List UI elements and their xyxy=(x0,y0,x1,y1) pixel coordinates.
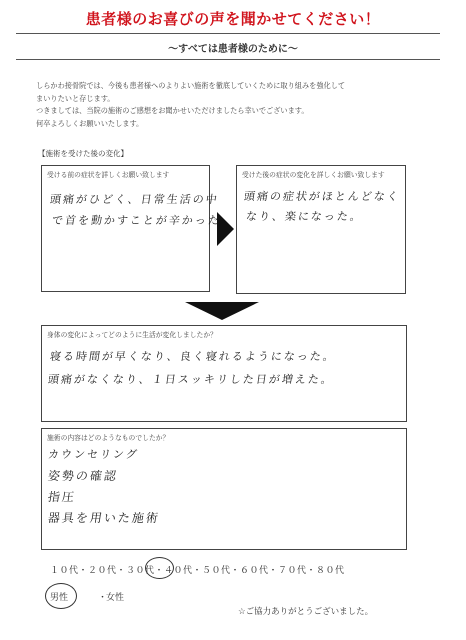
handwritten-answer: で首を動かすことが辛かった。 xyxy=(51,214,235,227)
handwritten-answer: 寝る時間が早くなり、良く寝れるようになった。 xyxy=(49,350,337,363)
age-options: １０代・２０代・３０代・４０代・５０代・６０代・７０代・８０代 xyxy=(50,566,345,576)
before-symptoms-label: 受ける前の症状を詳しくお願い致します xyxy=(47,171,170,179)
handwritten-answer: 姿勢の確認 xyxy=(46,469,119,483)
before-symptoms-box xyxy=(41,165,235,292)
after-symptoms-box xyxy=(236,165,406,294)
gender-selection-circle xyxy=(45,583,77,609)
thanks-message: ☆ご協力ありがとうございました。 xyxy=(238,607,374,617)
intro-line: しらかわ接骨院では、今後も患者様へのよりよい施術を徹底していくために取り組みを強化して xyxy=(36,81,346,90)
life-change-box xyxy=(41,325,407,422)
handwritten-answer: 器具を用いた施術 xyxy=(46,511,161,525)
handwritten-answer: なり、楽になった。 xyxy=(245,210,364,223)
handwritten-answer: 頭痛がひどく、日常生活の中 xyxy=(49,193,220,206)
page-subtitle: ～すべては患者様のために～ xyxy=(168,44,298,55)
arrow-down-icon xyxy=(185,302,259,320)
gender-separator: ・ xyxy=(98,593,108,603)
intro-line: つきましては、当院の施術のご感想をお聞かせいただけましたら幸いでございます。 xyxy=(36,106,309,115)
treatment-content-label: 施術の内容はどのようなものでしたか？ xyxy=(47,434,170,442)
title-divider xyxy=(16,33,440,34)
intro-line: まいりたいと存じます。 xyxy=(36,93,115,103)
handwritten-answer: 頭痛がなくなり、１日スッキリした日が増えた。 xyxy=(47,373,335,386)
treatment-content-box xyxy=(41,428,407,550)
gender-female: 女性 xyxy=(106,593,125,603)
gender-male: 男性 xyxy=(50,593,69,603)
intro-text xyxy=(36,80,436,130)
page-title: 患者様のお喜びの声を聞かせてください！ xyxy=(85,10,381,28)
age-selection-circle xyxy=(145,557,174,579)
after-symptoms-label: 受けた後の症状の変化を詳しくお願い致します xyxy=(242,171,385,179)
handwritten-answer: 頭痛の症状がほとんどなく xyxy=(243,190,401,203)
intro-line: 何卒よろしくお願いいたします。 xyxy=(36,118,144,128)
arrow-right-icon xyxy=(217,212,234,246)
subtitle-divider xyxy=(16,59,440,60)
handwritten-answer: 指圧 xyxy=(46,490,77,504)
life-change-label: 身体の変化によってどのように生活が変化しましたか？ xyxy=(47,331,217,339)
handwritten-answer: カウンセリング xyxy=(47,448,140,461)
section-label: 【施術を受けた後の変化】 xyxy=(38,149,128,158)
